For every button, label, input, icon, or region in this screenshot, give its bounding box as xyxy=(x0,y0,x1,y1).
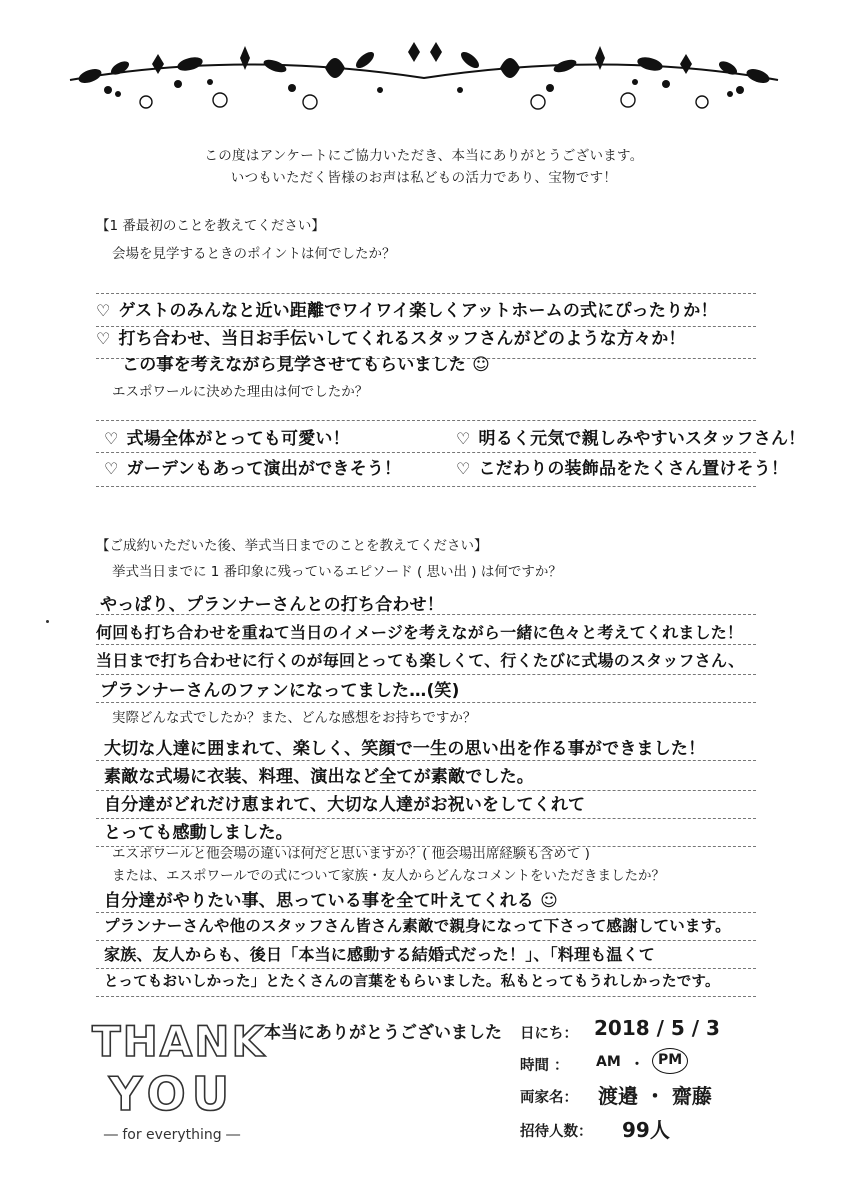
date-label: 日にち： xyxy=(520,1026,578,1042)
reason-item: ♡ ガーデンもあって演出ができそう！ xyxy=(104,459,402,479)
handwritten-thanks: 本当にありがとうございました xyxy=(264,1023,502,1043)
smile-icon: ☺ xyxy=(540,891,559,911)
answer-line: やっぱり、プランナーさんとの打ち合わせ！ xyxy=(100,595,444,615)
reason-item: ♡ こだわりの装飾品をたくさん置けそう！ xyxy=(456,459,789,479)
time-label: 時間 ： xyxy=(520,1058,569,1074)
answer-rule xyxy=(96,940,756,941)
answer-rule xyxy=(96,760,756,761)
answer-rule xyxy=(96,996,756,997)
heart-icon: ♡ xyxy=(96,301,111,320)
heart-icon: ♡ xyxy=(104,459,119,478)
question-viewing-point: 会場を見学するときのポイントは何でしたか？ xyxy=(112,246,396,262)
question-difference: エスポワールと他会場の違いは何だと思いますか？( 他会場出席経験も含めて ) xyxy=(112,846,590,862)
reason-item: ♡ 式場全体がとっても可愛い！ xyxy=(104,429,350,449)
answer-line: 当日まで打ち合わせに行くのが毎回とっても楽しくて、行くたびに式場のスタッフさん、 xyxy=(96,651,745,670)
question-comments: または、エスポワールでの式について家族・友人からどんなコメントをいただきましたか？ xyxy=(112,868,665,884)
am-option: AM xyxy=(596,1054,621,1070)
question-wedding-impression: 実際どんな式でしたか？また、どんな感想をお持ちですか？ xyxy=(112,710,477,726)
section-2-title: 【ご成約いただいた後、挙式当日までのことを教えてください】 xyxy=(96,538,488,554)
thank-logo-text: THANK xyxy=(92,1017,267,1066)
family-name-value: 渡邉 ・ 齋藤 xyxy=(598,1084,712,1108)
answer-line: 自分達がやりたい事、思っている事を全て叶えてくれる ☺ xyxy=(104,891,559,911)
stray-mark xyxy=(46,620,49,623)
heart-icon: ♡ xyxy=(456,429,471,448)
intro-line-1: この度はアンケートにご協力いただき、本当にありがとうございます。 xyxy=(204,148,644,164)
reason-item: ♡ 明るく元気で親しみやすいスタッフさん！ xyxy=(456,429,806,449)
answer-rule xyxy=(96,912,756,913)
floral-garland-ornament xyxy=(60,38,788,118)
answer-line: プランナーさんや他のスタッフさん皆さん素敵で親身になって下さって感謝しています。 xyxy=(104,917,731,935)
answer-line: 何回も打ち合わせを重ねて当日のイメージを考えながら一緒に色々と考えてくれました！ xyxy=(96,623,744,642)
for-everything-text: ― for everything ― xyxy=(103,1127,241,1143)
heart-icon: ♡ xyxy=(96,329,111,348)
answer-line: 自分達がどれだけ恵まれて、大切な人達がお祝いをしてくれて xyxy=(104,795,586,815)
answer-line: 素敵な式場に衣装、料理、演出など全てが素敵でした。 xyxy=(104,767,534,787)
answer-rule xyxy=(96,420,756,421)
answer-line: とってもおいしかった」とたくさんの言葉をもらいました。私もとってもうれしかったです。 xyxy=(104,974,720,990)
answer-rule xyxy=(96,674,756,675)
answer-line: ♡ 打ち合わせ、当日お手伝いしてくれるスタッフさんがどのような方々か！ xyxy=(96,329,686,349)
question-decision-reason: エスポワールに決めた理由は何でしたか？ xyxy=(112,384,369,400)
answer-rule xyxy=(96,293,756,294)
answer-rule xyxy=(96,702,756,703)
heart-icon: ♡ xyxy=(456,459,471,478)
date-value: 2018 / 5 / 3 xyxy=(594,1016,720,1040)
section-1-title: 【1 番最初のことを教えてください】 xyxy=(96,218,325,234)
guest-count-label: 招待人数： xyxy=(520,1124,593,1140)
pm-option: PM xyxy=(658,1052,683,1068)
time-separator: ・ xyxy=(630,1057,644,1073)
answer-rule xyxy=(96,452,756,453)
answer-line: 大切な人達に囲まれて、楽しく、笑顔で一生の思い出を作る事ができました！ xyxy=(104,739,706,759)
answer-line: とっても感動しました。 xyxy=(104,823,293,843)
answer-rule xyxy=(96,968,756,969)
answer-line: プランナーさんのファンになってました…(笑) xyxy=(100,681,460,701)
smile-icon: ☺ xyxy=(472,355,491,375)
guest-count-value: 99人 xyxy=(622,1118,670,1142)
answer-rule xyxy=(96,644,756,645)
intro-line-2: いつもいただく皆様のお声は私どもの活力であり、宝物です！ xyxy=(230,170,618,186)
heart-icon: ♡ xyxy=(104,429,119,448)
question-memorable-episode: 挙式当日までに 1 番印象に残っているエピソード ( 思い出 ) は何ですか？ xyxy=(112,564,562,580)
answer-line: ♡ ゲストのみんなと近い距離でワイワイ楽しくアットホームの式にぴったりか！ xyxy=(96,301,718,321)
answer-line: この事を考えながら見学させてもらいました ☺ xyxy=(122,355,491,375)
answer-rule xyxy=(96,486,756,487)
answer-line: 家族、友人からも、後日「本当に感動する結婚式だった！」、「料理も温くて xyxy=(104,945,656,964)
you-logo-text: YOU xyxy=(108,1067,236,1121)
family-name-label: 両家名： xyxy=(520,1090,578,1106)
